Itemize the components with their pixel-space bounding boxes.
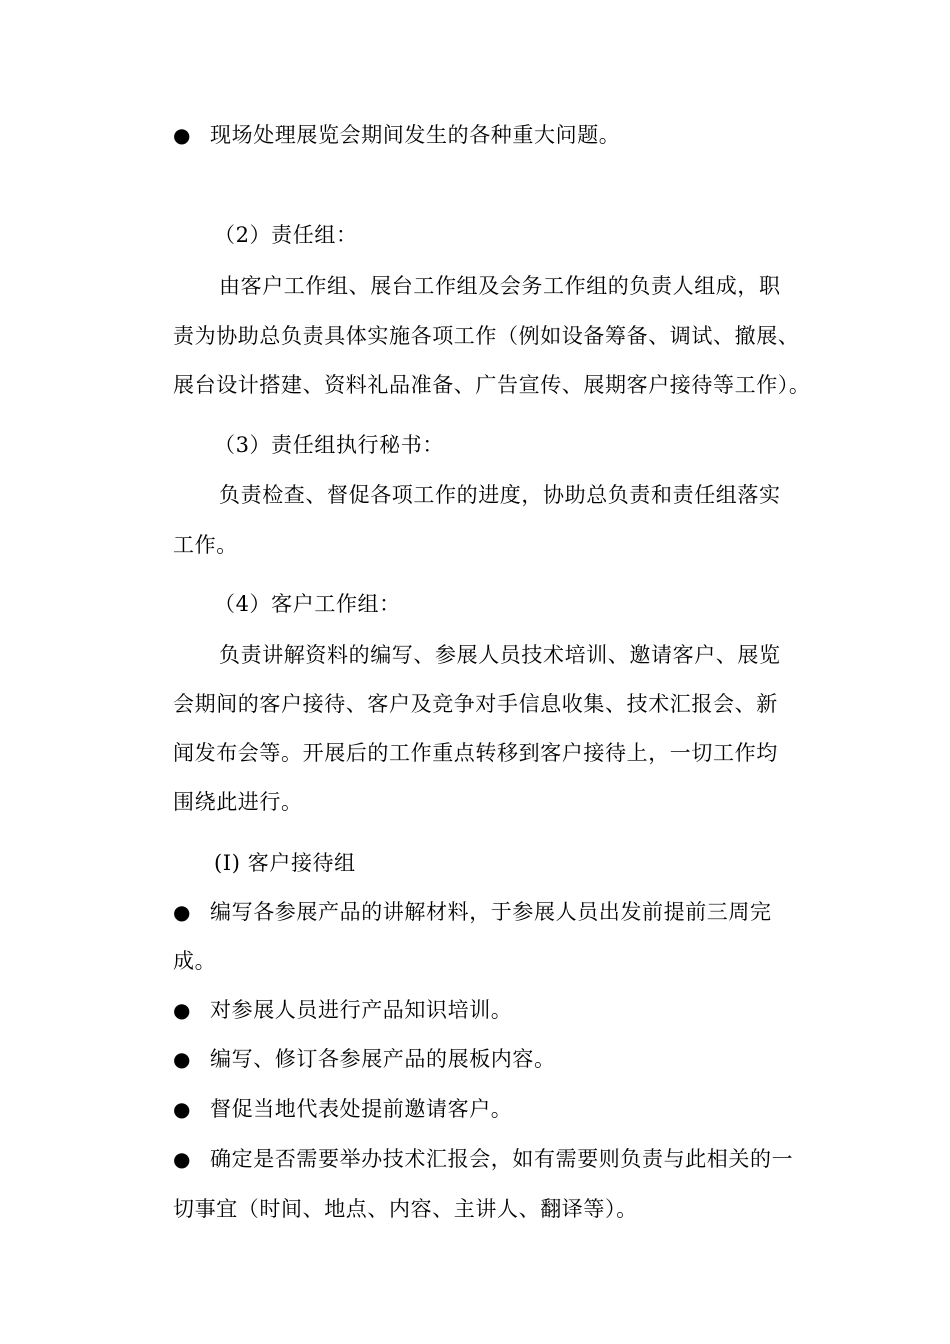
- bullet-item-text: 督促当地代表处提前邀请客户。: [210, 1097, 513, 1121]
- section-heading: （3）责任组执行秘书：: [214, 433, 444, 457]
- bullet-icon: ●: [173, 998, 191, 1022]
- paragraph-line: 工作。: [173, 533, 238, 557]
- section-heading: （2）责任组：: [214, 223, 358, 247]
- paragraph-line: 闻发布会等。开展后的工作重点转移到客户接待上，一切工作均: [173, 741, 778, 765]
- paragraph-line: 责为协助总负责具体实施各项工作（例如设备筹备、调试、撤展、: [173, 324, 800, 348]
- bullet-icon: ●: [173, 900, 191, 924]
- bullet-item-text: 成。: [173, 949, 217, 973]
- section-heading: （4）客户工作组：: [214, 592, 401, 616]
- bullet-item-text: 现场处理展览会期间发生的各种重大问题。: [210, 123, 621, 147]
- bullet-icon: ●: [173, 123, 191, 147]
- bullet-item-text: 编写各参展产品的讲解材料，于参展人员出发前提前三周完: [210, 900, 772, 924]
- subsection-heading: (I) 客户接待组: [214, 851, 356, 875]
- paragraph-line: 围绕此进行。: [173, 790, 303, 814]
- bullet-item-text: 确定是否需要举办技术汇报会，如有需要则负责与此相关的一: [210, 1147, 794, 1171]
- paragraph-line: 负责讲解资料的编写、参展人员技术培训、邀请客户、展览: [219, 643, 781, 667]
- bullet-icon: ●: [173, 1147, 191, 1171]
- bullet-icon: ●: [173, 1047, 191, 1071]
- paragraph-line: 展台设计搭建、资料礼品准备、广告宣传、展期客户接待等工作）。: [173, 373, 811, 397]
- bullet-item-text: 切事宜（时间、地点、内容、主讲人、翻译等）。: [173, 1197, 638, 1221]
- paragraph-line: 负责检查、督促各项工作的进度，协助总负责和责任组落实: [219, 483, 781, 507]
- bullet-icon: ●: [173, 1097, 191, 1121]
- bullet-item-text: 对参展人员进行产品知识培训。: [210, 998, 513, 1022]
- bullet-item-text: 编写、修订各参展产品的展板内容。: [210, 1047, 556, 1071]
- paragraph-line: 由客户工作组、展台工作组及会务工作组的负责人组成，职: [219, 274, 781, 298]
- paragraph-line: 会期间的客户接待、客户及竞争对手信息收集、技术汇报会、新: [173, 692, 778, 716]
